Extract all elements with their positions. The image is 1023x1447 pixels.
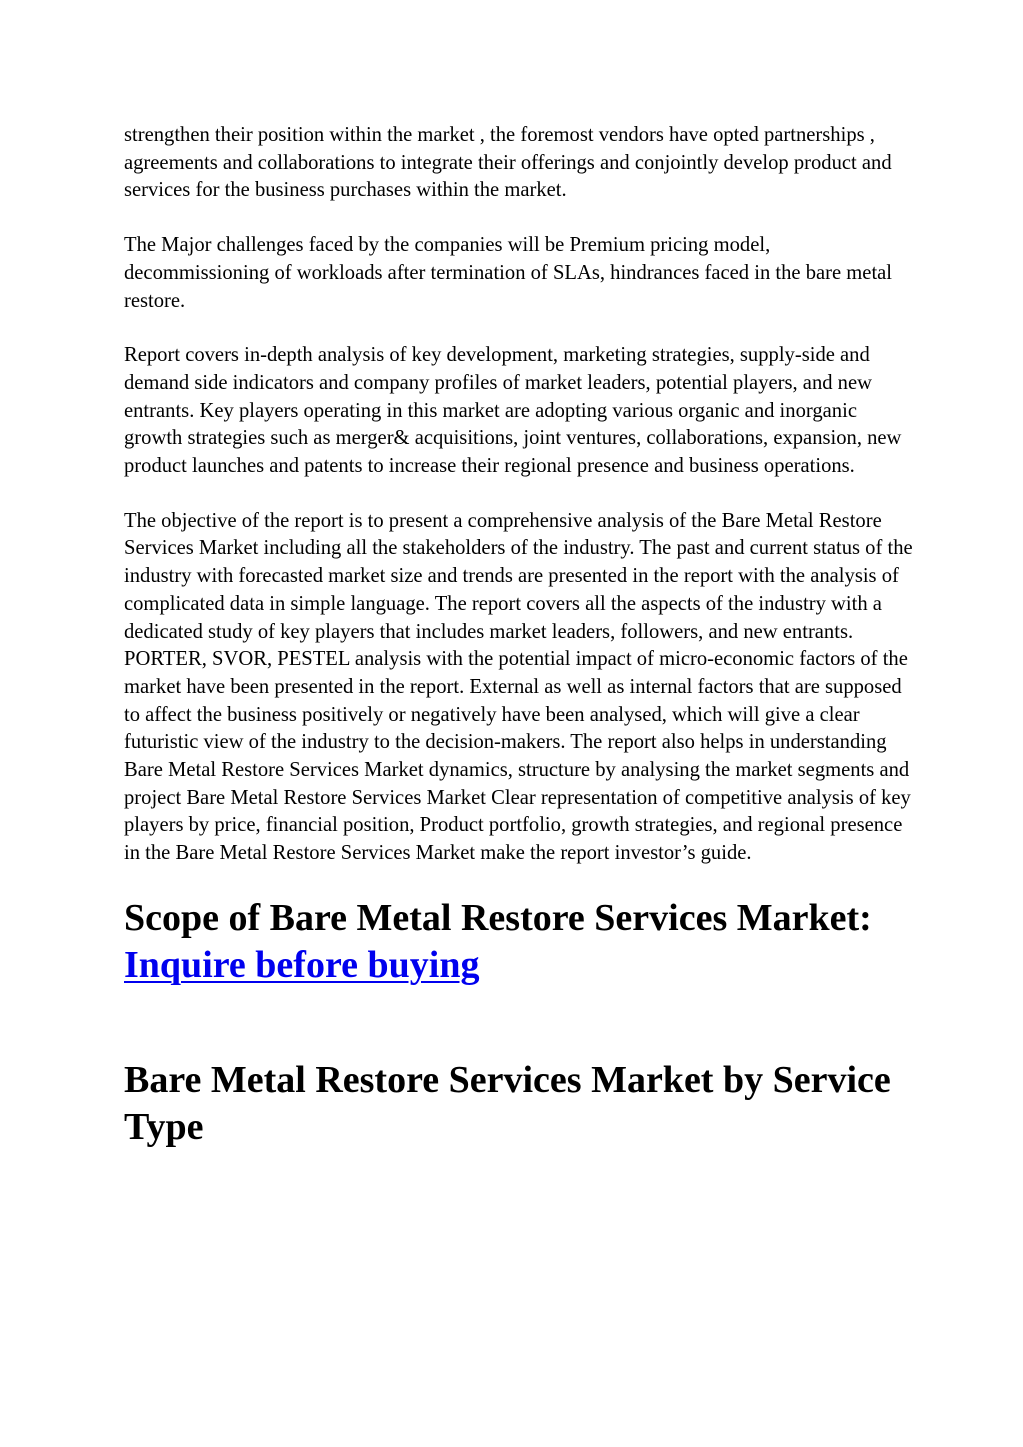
- paragraph-challenges: The Major challenges faced by the companies will be Premium pricing model, decommissioning of workloads after termination of SLAs, hindrances faced in the bare metal restore.: [124, 234, 893, 312]
- heading-scope: [124, 895, 914, 989]
- inquire-before-buying-link[interactable]: Inquire before buying: [124, 943, 480, 986]
- paragraph-report-coverage: Report covers in-depth analysis of key development, marketing strategies, supply-side and demand side indicators and company profiles of market leaders, potential players, and new entrants. Key players operating in this market are adopting various organic and inorganic growth strategies such as merger& acquisitions, joint ventures, collaborations, expansion, new product launches and patents to increase their regional presence and business operations.: [124, 344, 902, 478]
- heading-service-type: Bare Metal Restore Services Market by Service Type: [124, 1058, 891, 1148]
- paragraph-report-objective: The objective of the report is to present a comprehensive analysis of the Bare Metal Restore Services Market including all the stakeholders of the industry. The past and current status of the industry with forecasted market size and trends are presented in the report with the analysis of complicated data in simple language. The report covers all the aspects of the industry with a dedicated study of key players that includes market leaders, followers, and new entrants. PORTER, SVOR, PESTEL analysis with the potential impact of micro-economic factors of the market have been presented in the report. External as well as internal factors that are supposed to affect the business positively or negatively have been analysed, which will give a clear futuristic view of the industry to the decision-makers. The report also helps in understanding Bare Metal Restore Services Market dynamics, structure by analysing the market segments and project Bare Metal Restore Services Market Clear representation of competitive analysis of key players by price, financial position, Product portfolio, growth strategies, and regional presence in the Bare Metal Restore Services Market make the report investor’s guide.: [124, 509, 913, 865]
- paragraph-vendors: strengthen their position within the market , the foremost vendors have opted partnerships , agreements and collaborations to integrate their offerings and conjointly develop product and services for the business purchases within the market.: [124, 124, 892, 202]
- heading-scope-text: Scope of Bare Metal Restore Services Market:: [124, 896, 872, 939]
- document-page: [124, 122, 914, 1151]
